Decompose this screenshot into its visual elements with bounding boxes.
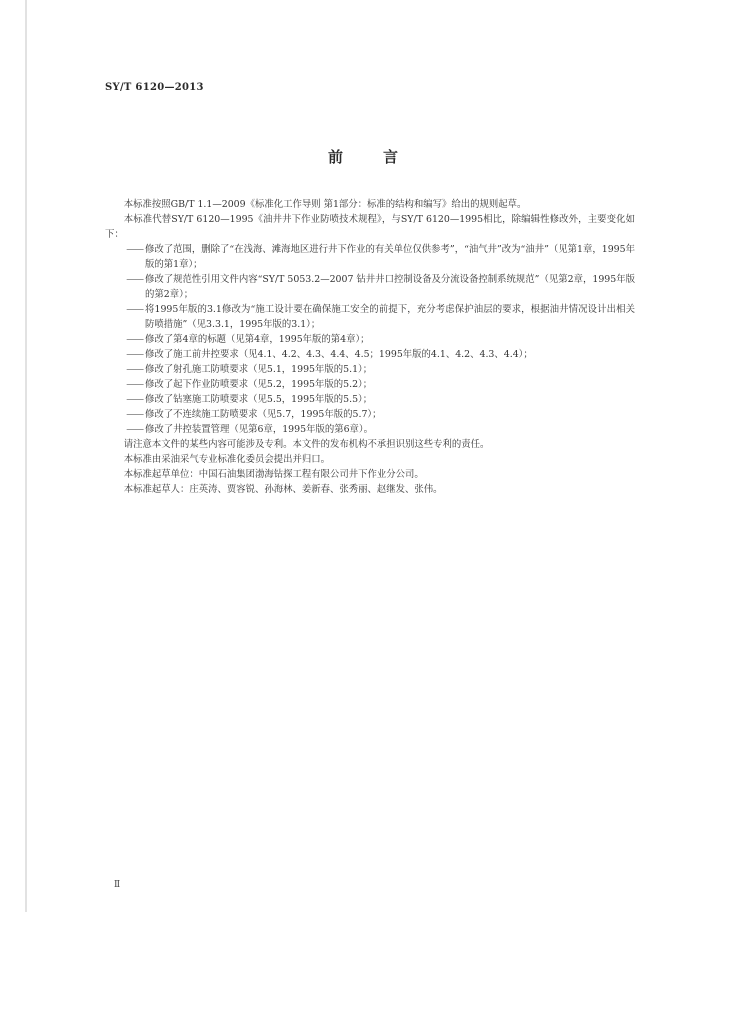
list-item-text: 修改了井控装置管理（见第6章，1995年版的第6章）。 (145, 424, 373, 435)
dash-marker: —— (126, 409, 143, 420)
dash-marker: —— (126, 379, 143, 390)
list-item (105, 347, 635, 362)
list-item (105, 407, 635, 422)
foreword-body (105, 197, 635, 497)
list-item (105, 362, 635, 377)
list-item (105, 302, 635, 332)
change-list (105, 242, 635, 437)
list-item (105, 332, 635, 347)
list-item (105, 272, 635, 302)
list-item-text: 修改了规范性引用文件内容“SY/T 5053.2—2007 钻井井口控制设备及分流设备控制系统规范”（见第2章，1995年版的第2章）； (145, 274, 635, 300)
list-item-text: 修改了第4章的标题（见第4章，1995年版的第4章）； (145, 334, 370, 345)
list-item-text: 修改了范围，删除了“在浅海、滩海地区进行井下作业的有关单位仅供参考”，“油气井”改为“油井”（见第1章，1995年版的第1章）； (145, 244, 635, 270)
dash-marker: —— (126, 334, 143, 345)
list-item (105, 377, 635, 392)
dash-marker: —— (126, 244, 143, 255)
list-item (105, 242, 635, 272)
standard-code: SY/T 6120—2013 (105, 82, 204, 93)
dash-marker: —— (126, 349, 143, 360)
page-title: 前言 (328, 148, 439, 166)
dash-marker: —— (126, 304, 143, 315)
intro-paragraph: 本标准按照GB/T 1.1—2009《标准化工作导则 第1部分：标准的结构和编写》给出的规则起草。 (123, 199, 527, 210)
page-number: Ⅱ (114, 880, 121, 890)
list-item-text: 修改了施工前井控要求（见4.1、4.2、4.3、4.4、4.5；1995年版的4.1、4.2、4.3、4.4）； (145, 349, 533, 360)
closing-paragraph: 请注意本文件的某些内容可能涉及专利。本文件的发布机构不承担识别这些专利的责任。 (123, 439, 490, 450)
list-item-text: 修改了不连续施工防喷要求（见5.7，1995年版的5.7）； (145, 409, 382, 420)
list-item (105, 392, 635, 407)
closing-paragraph: 本标准由采油采气专业标准化委员会提出并归口。 (123, 454, 331, 465)
page-binding-edge (25, 0, 27, 912)
list-item-text: 将1995年版的3.1修改为“施工设计要在确保施工安全的前提下，充分考虑保护油层的要求，根据油井情况设计出相关防喷措施”（见3.3.1，1995年版的3.1）； (145, 304, 635, 330)
intro-paragraph: 本标准代替SY/T 6120—1995《油井井下作业防喷技术规程》，与SY/T 6120—1995相比，除编辑性修改外，主要变化如下： (105, 214, 635, 240)
list-item-text: 修改了钻塞施工防喷要求（见5.5，1995年版的5.5）； (145, 394, 373, 405)
list-item-text: 修改了射孔施工防喷要求（见5.1，1995年版的5.1）； (145, 364, 373, 375)
list-item (105, 422, 635, 437)
list-item-text: 修改了起下作业防喷要求（见5.2，1995年版的5.2）； (145, 379, 373, 390)
dash-marker: —— (126, 274, 143, 285)
closing-paragraph: 本标准起草人：庄英涛、贾容锐、孙海林、姜新春、张秀丽、赵继发、张伟。 (123, 484, 443, 495)
dash-marker: —— (126, 394, 143, 405)
dash-marker: —— (126, 364, 143, 375)
closing-paragraph: 本标准起草单位：中国石油集团渤海钻探工程有限公司井下作业分公司。 (123, 469, 424, 480)
dash-marker: —— (126, 424, 143, 435)
